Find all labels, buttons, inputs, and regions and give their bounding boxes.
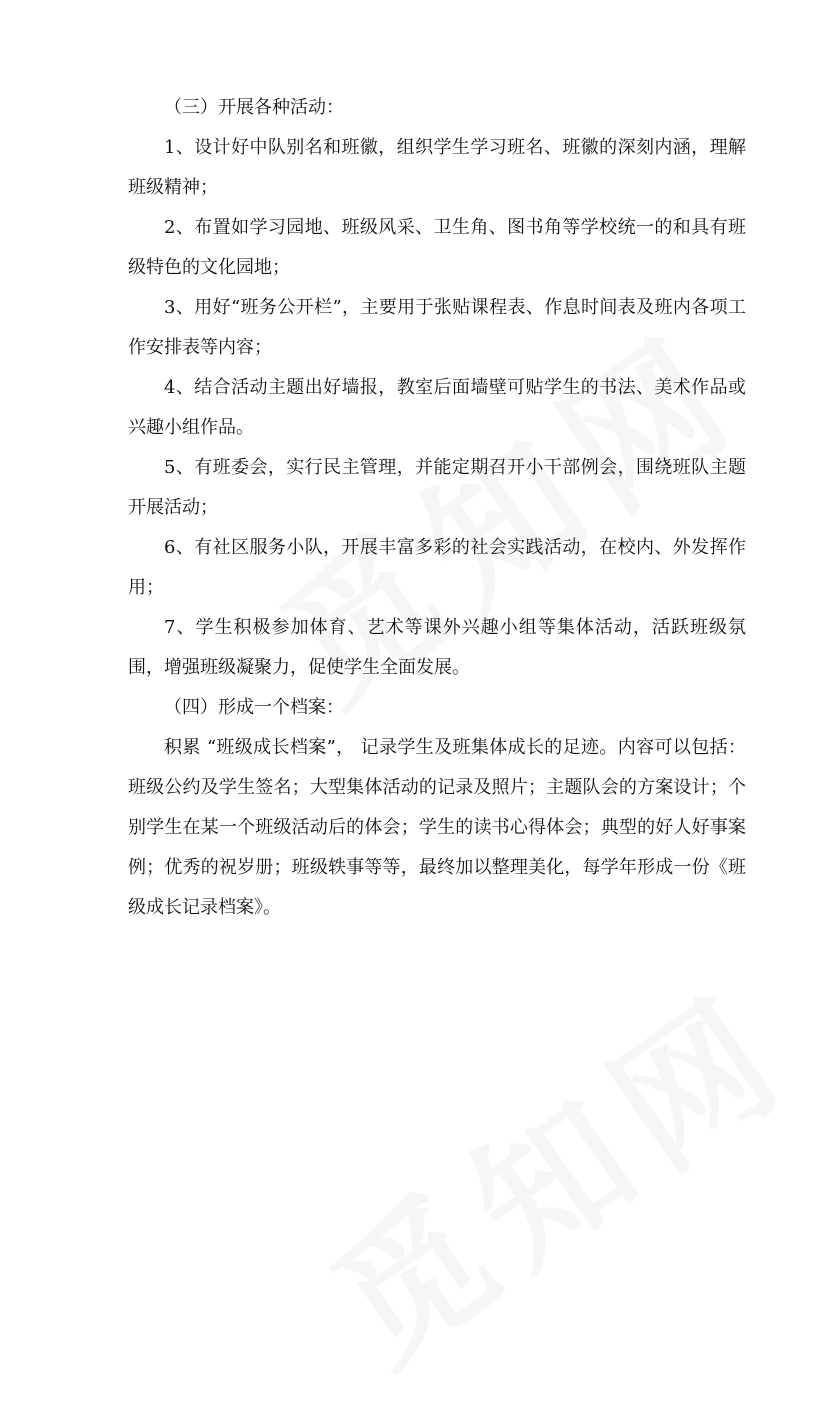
document-body bbox=[128, 88, 746, 928]
list-item-6: 6、有社区服务小队，开展丰富多彩的社会实践活动，在校内、外发挥作用； bbox=[128, 537, 746, 598]
list-item-1: 1、设计好中队别名和班徽，组织学生学习班名、班徽的深刻内涵，理解班级精神； bbox=[128, 137, 746, 198]
list-item-3: 3、用好“班务公开栏”，主要用于张贴课程表、作息时间表及班内各项工作安排表等内容； bbox=[128, 297, 746, 358]
list-item-7: 7、学生积极参加体育、艺术等课外兴趣小组等集体活动，活跃班级氛围，增强班级凝聚力，促使学生全面发展。 bbox=[128, 617, 746, 678]
section-heading-3: （三）开展各种活动： bbox=[164, 97, 344, 118]
list-item-2: 2、布置如学习园地、班级风采、卫生角、图书角等学校统一的和具有班级特色的文化园地； bbox=[128, 217, 746, 278]
watermark bbox=[284, 933, 826, 1402]
section-heading-4: （四）形成一个档案： bbox=[164, 697, 344, 718]
archive-paragraph: 积累 “班级成长档案”， 记录学生及班集体成长的足迹。内容可以包括：班级公约及学生签名；大型集体活动的记录及照片；主题队会的方案设计；个别学生在某一个班级活动后的体会；学生的读书心得体会；典型的好人好事案例；优秀的祝岁册；班级轶事等等，最终加以整理美化，每学年形成一份《班级成长记录档案》。 bbox=[128, 737, 746, 918]
list-item-5: 5、有班委会，实行民主管理，并能定期召开小干部例会，围绕班队主题开展活动； bbox=[128, 457, 746, 518]
list-item-4: 4、结合活动主题出好墙报，教室后面墙壁可贴学生的书法、美术作品或兴趣小组作品。 bbox=[128, 377, 746, 438]
